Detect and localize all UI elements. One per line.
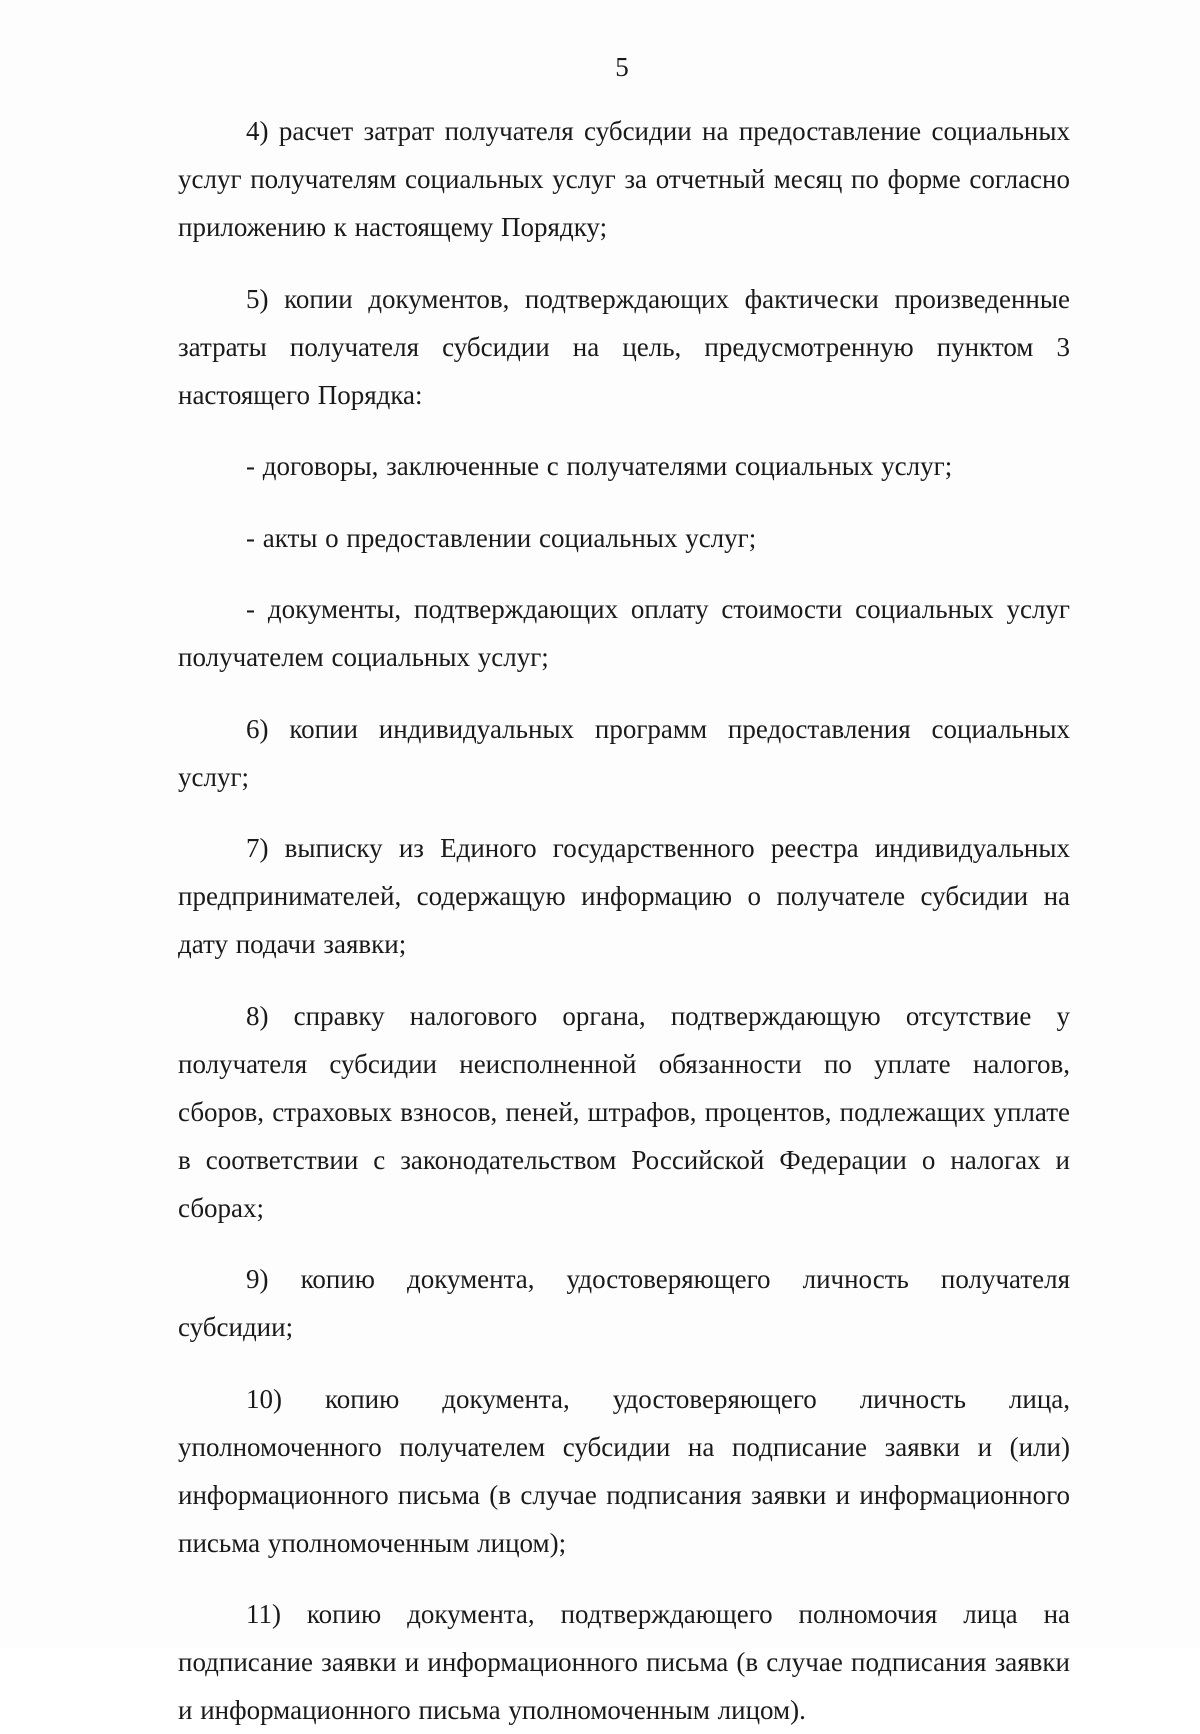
list-item-6: 6) копии индивидуальных программ предоставления социальных услуг; xyxy=(178,713,1070,792)
list-item-10: 10) копию документа, удостоверяющего личность лица, уполномоченного получателем субсидии на подписание заявки и (или) информационного письма (в случае подписания заявки и информационного письма уполномоченным лицом); xyxy=(178,1383,1070,1558)
document-body xyxy=(178,107,1070,1734)
sub-item-payment-documents: - документы, подтверждающих оплату стоимости социальных услуг получателем социальных услуг; xyxy=(178,594,1070,672)
list-item-9: 9) копию документа, удостоверяющего личность получателя субсидии; xyxy=(178,1264,1070,1342)
list-item-7: 7) выписку из Единого государственного реестра индивидуальных предпринимателей, содержащую информацию о получателе субсидии на дату подачи заявки; xyxy=(178,833,1070,959)
sub-item-acts: - акты о предоставлении социальных услуг; xyxy=(246,522,757,553)
list-item-4: 4) расчет затрат получателя субсидии на предоставление социальных услуг получателям социальных услуг за отчетный месяц по форме согласно приложению к настоящему Порядку; xyxy=(178,116,1070,242)
list-item-8: 8) справку налогового органа, подтверждающую отсутствие у получателя субсидии неисполненной обязанности по уплате налогов, сборов, страховых взносов, пеней, штрафов, процентов, подлежащих уплате в соответствии с законодательством Российской Федерации о налогах и сборах; xyxy=(178,1000,1070,1223)
list-item-5: 5) копии документов, подтверждающих фактически произведенные затраты получателя субсидии на цель, предусмотренную пунктом 3 настоящего Порядка: xyxy=(178,283,1070,410)
sub-item-contracts: - договоры, заключенные с получателями социальных услуг; xyxy=(246,451,953,481)
list-item-11: 11) копию документа, подтверждающего полномочия лица на подписание заявки и информационного письма (в случае подписания заявки и информационного письма уполномоченным лицом). xyxy=(178,1599,1070,1725)
page-number: 5 xyxy=(615,52,629,82)
